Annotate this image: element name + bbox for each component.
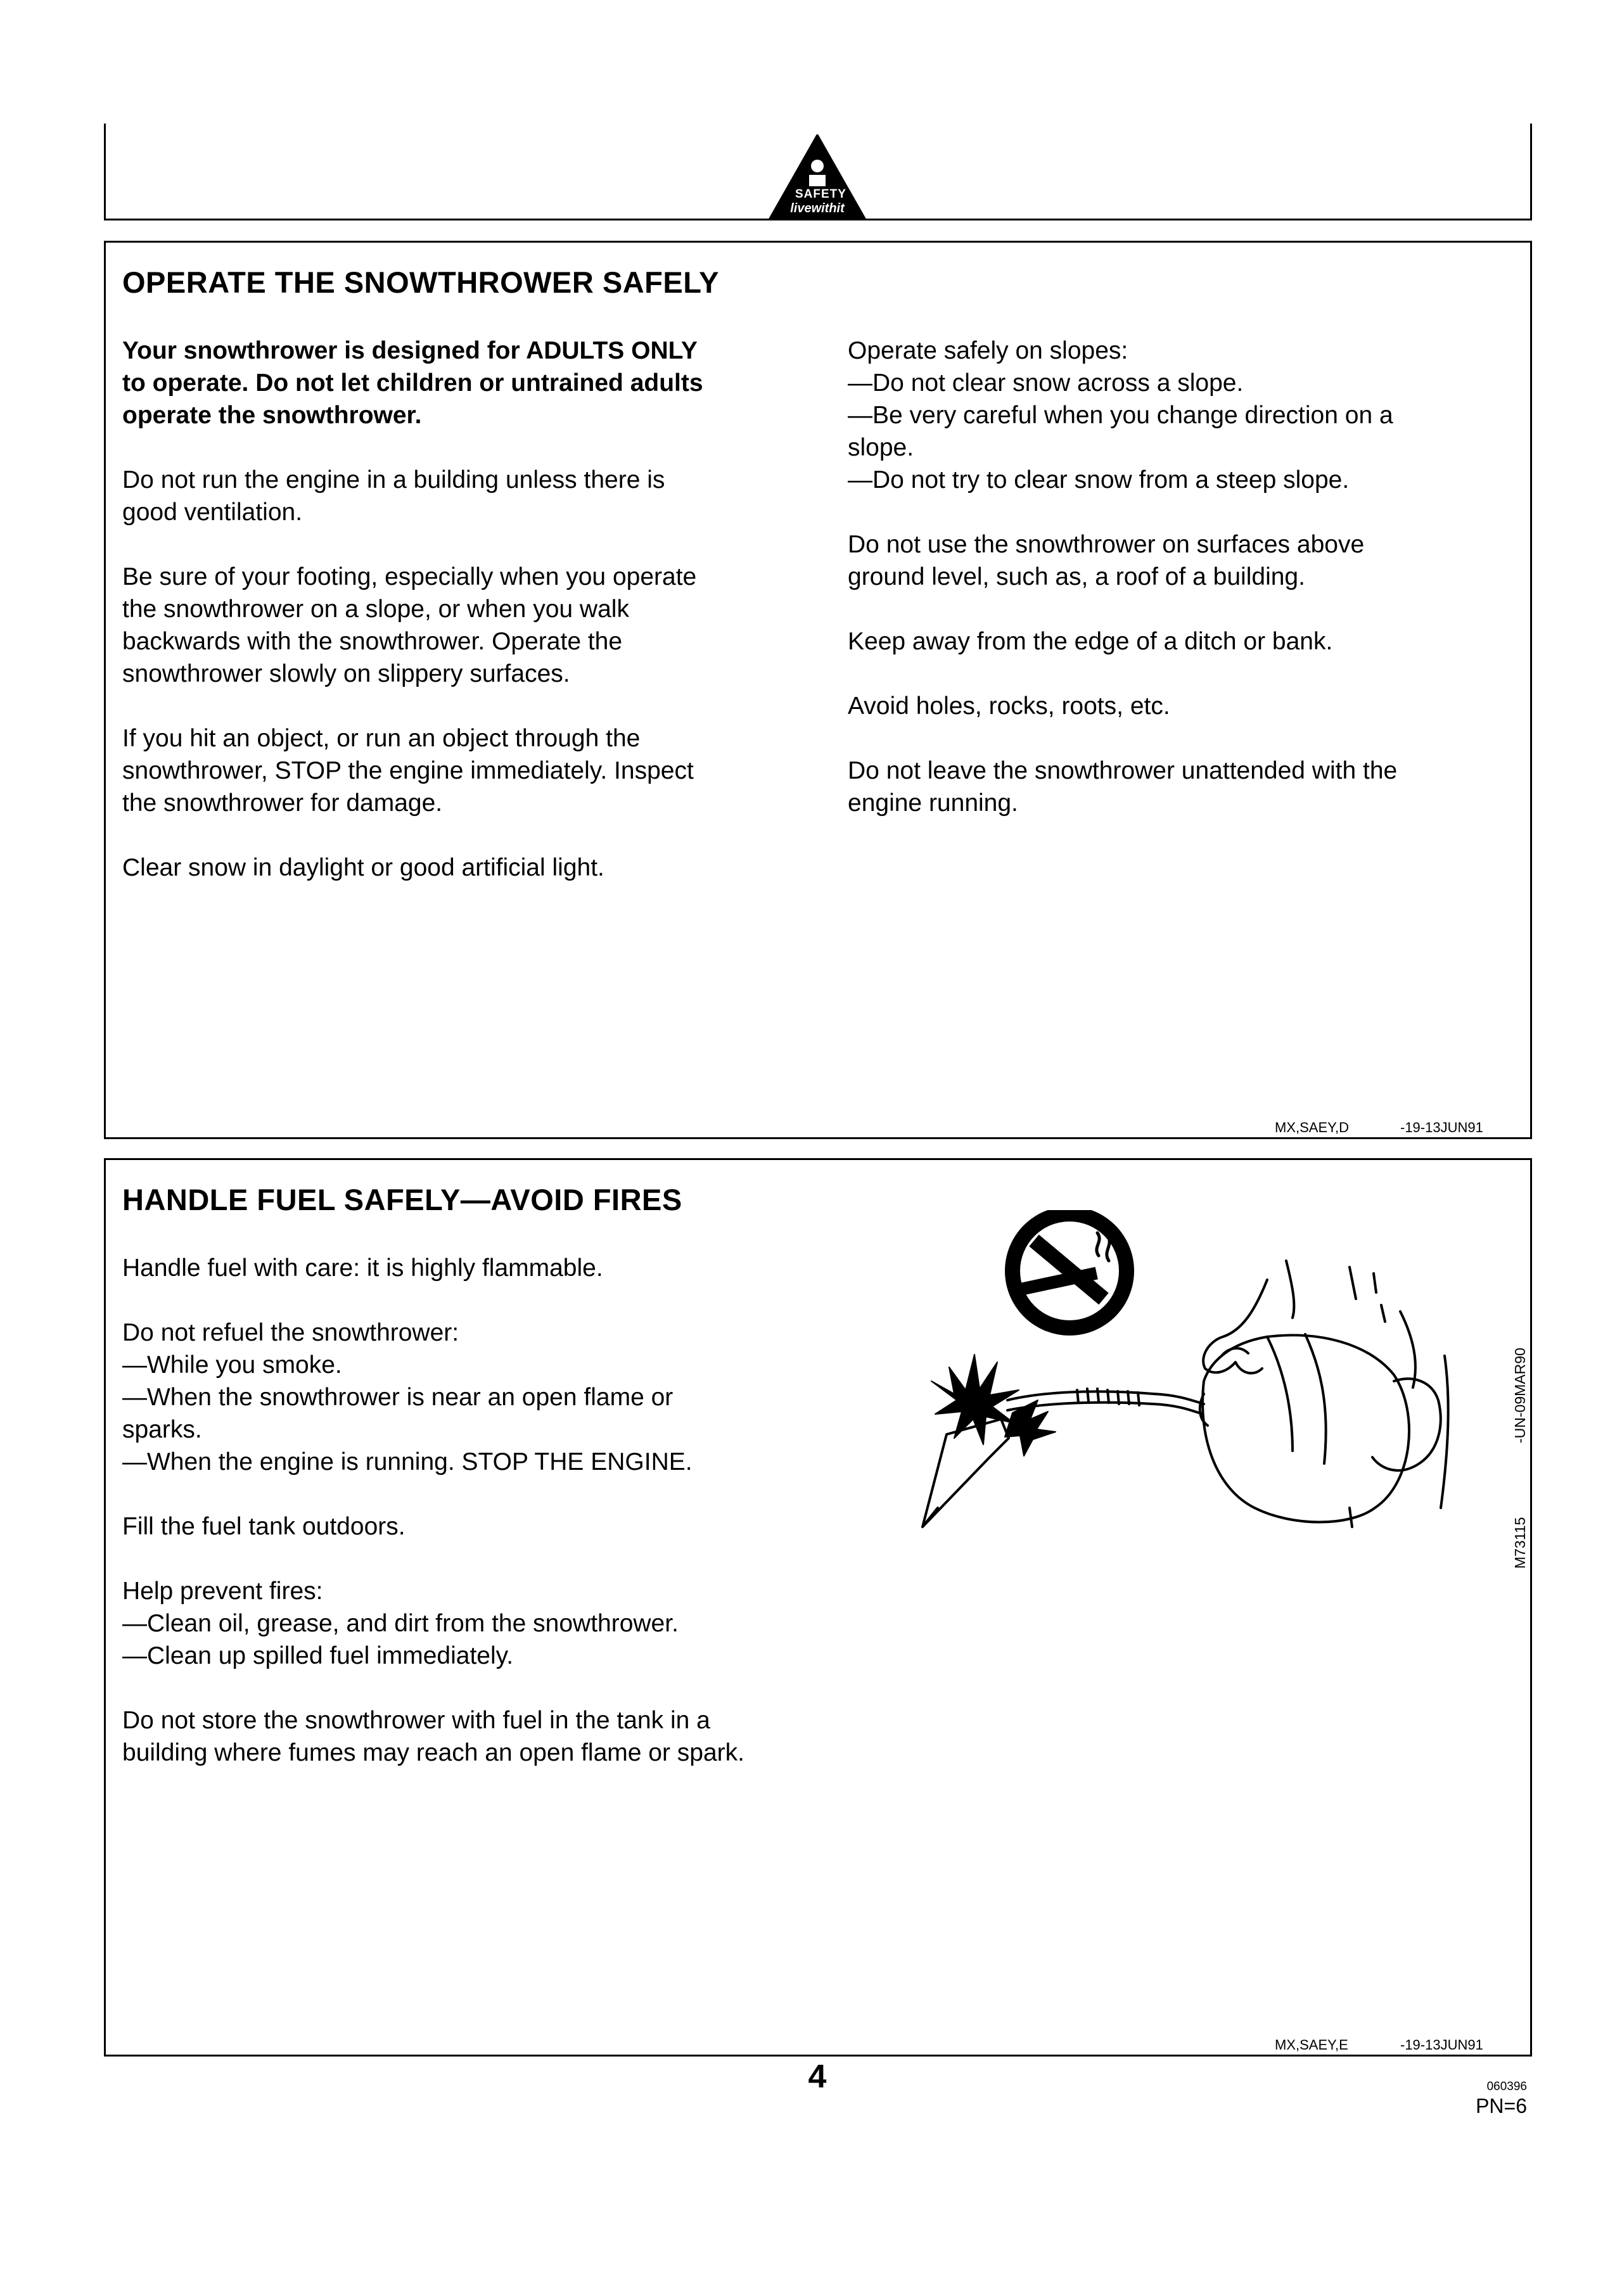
text-line: good ventilation. [122,499,303,526]
text-line: Operate safely on slopes: [848,337,1128,364]
text-line: Help prevent fires: [122,1578,323,1605]
text-line: Do not run the engine in a building unless there is [122,466,665,494]
no-smoking-icon [1005,1210,1134,1336]
text-line: Your snowthrower is designed for ADULTS ONLY [122,337,698,364]
paragraph [122,1252,857,1284]
fuel-can-icon [1200,1334,1409,1522]
paragraph [122,722,826,819]
text-line: Handle fuel with care: it is highly flammable. [122,1254,603,1282]
text-line: —When the snowthrower is near an open flame or [122,1384,674,1411]
text-line: backwards with the snowthrower. Operate the [122,628,623,655]
text-line: snowthrower, STOP the engine immediately. Inspect [122,757,694,784]
paragraph [848,625,1526,658]
paragraph [848,335,1526,496]
text-line: Avoid holes, rocks, roots, etc. [848,692,1170,720]
section1-right-column [848,335,1526,851]
paragraph [122,1575,857,1672]
text-line: —While you smoke. [122,1351,342,1379]
section2-ref-code: MX,SAEY,E [1275,2037,1348,2053]
hands-icon [1203,1261,1448,1527]
section1-left-column [122,335,826,916]
paragraph [122,851,826,884]
text-line: the snowthrower for damage. [122,789,443,817]
paragraph [848,755,1526,819]
text-line: Do not leave the snowthrower unattended with the [848,757,1398,784]
text-line: Do not refuel the snowthrower: [122,1319,459,1346]
text-line: sparks. [122,1416,202,1443]
paragraph [122,1704,857,1769]
text-line: operate the snowthrower. [122,402,422,429]
section1-ref-date: -19-13JUN91 [1400,1119,1483,1135]
text-line: Clear snow in daylight or good artificial light. [122,854,604,881]
page-number: 4 [808,2058,827,2095]
logo-text-safety: SAFETY [795,188,846,201]
text-line: —Do not clear snow across a slope. [848,369,1244,397]
text-line: —Clean up spilled fuel immediately. [122,1642,514,1669]
text-line: If you hit an object, or run an object through the [122,725,641,752]
text-line: building where fumes may reach an open flame or spark. [122,1739,745,1766]
section1-ref-code: MX,SAEY,D [1275,1119,1349,1135]
text-line: the snowthrower on a slope, or when you walk [122,596,629,623]
paragraph [122,1317,857,1478]
paragraph [122,464,826,528]
funnel-icon [923,1419,1009,1527]
text-line: engine running. [848,789,1018,817]
text-line: —Be very careful when you change direction on a [848,402,1393,429]
footer-pn: PN=6 [1476,2095,1527,2117]
text-line: ground level, such as, a roof of a building. [848,563,1305,590]
text-line: Keep away from the edge of a ditch or bank. [848,628,1333,655]
paragraph [122,335,826,431]
figure-id-label: M73115 [1512,1517,1528,1569]
section2-ref-date: -19-13JUN91 [1400,2037,1483,2053]
text-line: Be sure of your footing, especially when you operate [122,563,697,590]
paragraph [122,561,826,690]
figure-date-label: -UN-09MAR90 [1512,1348,1528,1443]
text-line: slope. [848,434,914,461]
fuel-illustration [912,1210,1470,1565]
text-line: —Do not try to clear snow from a steep slope. [848,466,1350,494]
text-line: Do not store the snowthrower with fuel in the tank in a [122,1707,710,1734]
text-line: Fill the fuel tank outdoors. [122,1513,406,1540]
safety-alert-logo [767,133,867,220]
paragraph [848,690,1526,722]
section2-title: HANDLE FUEL SAFELY—AVOID FIRES [122,1183,682,1216]
paragraph [122,1510,857,1543]
text-line: —When the engine is running. STOP THE ENGINE. [122,1448,693,1476]
section2-text-column [122,1252,857,1801]
section1-title: OPERATE THE SNOWTHROWER SAFELY [122,265,719,299]
paragraph [848,528,1526,593]
text-line: —Clean oil, grease, and dirt from the snowthrower. [122,1610,679,1637]
text-line: to operate. Do not let children or untrained adults [122,369,703,397]
logo-text-livewithit: livewithit [790,201,845,215]
footer-code: 060396 [1486,2080,1527,2093]
text-line: snowthrower slowly on slippery surfaces. [122,660,570,687]
text-line: Do not use the snowthrower on surfaces above [848,531,1365,558]
